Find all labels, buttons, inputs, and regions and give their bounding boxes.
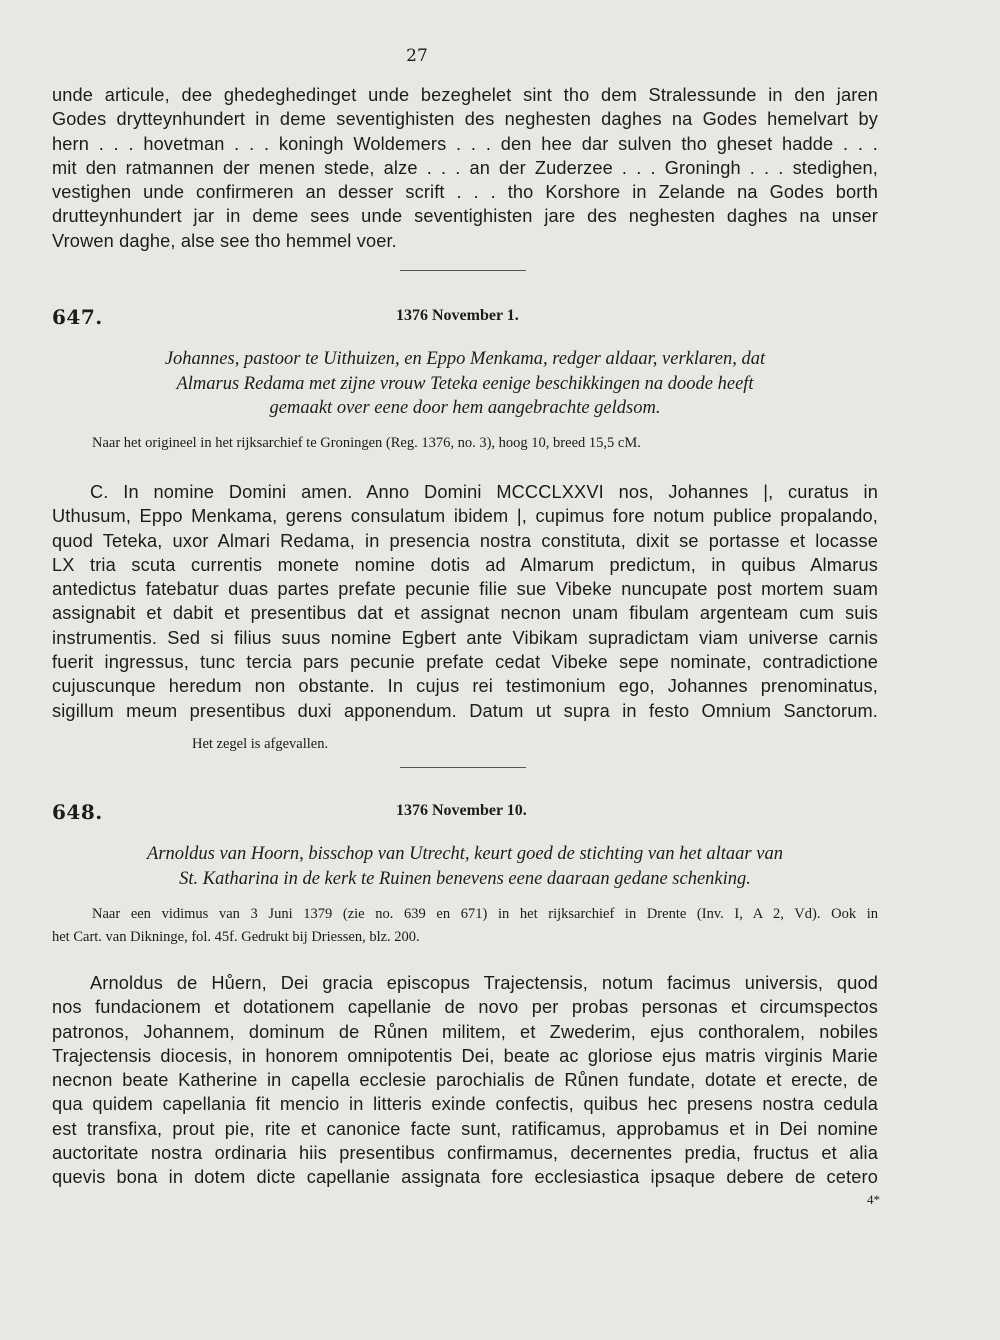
source-line: Naar het origineel in het rijksarchief te Groningen (Reg. 1376, no. 3), hoog 10, breed 15,5 cM. [92, 435, 641, 451]
entry-regest [52, 842, 878, 891]
entry-header [52, 305, 878, 331]
intro-line: unde articule, dee ghedeghedinget unde bezeghelet sint tho dem Stralessunde in den jaren [52, 85, 878, 105]
regest-line: gemaakt over eene door hem aangebrachte geldsom. [269, 398, 661, 418]
text-line: Arnoldus de Hůern, Dei gracia episcopus Trajectensis, notum facimus universis, quod [90, 973, 878, 993]
seal-note: Het zegel is afgevallen. [192, 736, 329, 752]
entry-text [52, 480, 878, 723]
regest-line: Almarus Redama met zijne vrouw Teteka eenige beschikkingen na doode heeft [176, 373, 754, 394]
text-line: est transfixa, prout pie, rite et canonice facte sunt, ratificamus, approbamus et in Dei nomine [52, 1118, 878, 1139]
text-line: LX tria scuta currentis monete nomine dotis ad Almarum predictum, in quibus Almarus [52, 554, 878, 575]
intro-line: drutteynhundert jar in deme sees unde seventighisten jare des neghesten daghes na unser [52, 206, 878, 227]
text-line: fuerit ingressus, tunc tercia pars pecunie prefate cedat Vibeke sepe nominate, contradictione [52, 652, 878, 673]
source-line: Naar een vidimus van 3 Juni 1379 (zie no. 639 en 671) in het rijksarchief in Drente (Inv. I, A 2, Vd). Ook in [92, 906, 878, 922]
entry-source [52, 903, 878, 949]
text-line: nos fundacionem et dotationem capellanie de novo per probas personas et circumspectos [52, 997, 878, 1018]
regest-line: Johannes, pastoor te Uithuizen, en Eppo Menkama, redger aldaar, verklaren, dat [164, 349, 766, 369]
source-line: het Cart. van Dikninge, fol. 45f. Gedrukt bij Driessen, blz. 200. [52, 929, 420, 945]
intro-line: Vrowen daghe, alse see tho hemmel voer. [52, 230, 397, 251]
text-line: C. In nomine Domini amen. Anno Domini MCCCLXXVI nos, Johannes |, curatus in [90, 482, 878, 502]
page-number: 27 [406, 46, 428, 66]
entry-date: 1376 November 1. [396, 307, 519, 324]
intro-text [52, 83, 878, 253]
intro-line: hern . . . hovetman . . . koningh Woldemers . . . den hee dar sulven tho gheset hadde . . . [52, 133, 878, 154]
text-line: instrumentis. Sed si filius suus nomine Egbert ante Vibikam supradictam viam universe carnis [52, 627, 878, 648]
intro-line: mit den ratmannen der menen stede, alze . . . an der Zuderzee . . . Groningh . . . stedighen, [52, 157, 878, 178]
text-line: Trajectensis diocesis, in honorem omnipotentis Dei, beate ac gloriose ejus matris virginis Marie [52, 1045, 878, 1066]
entry-text [52, 971, 878, 1190]
text-line: sigillum meum presentibus duxi apponendum. Datum ut supra in festo Omnium Sanctorum. [52, 700, 878, 721]
entry-date: 1376 November 10. [396, 802, 527, 819]
section-divider [400, 767, 526, 768]
text-line: patronos, Johannem, dominum de Růnen militem, et Zwederim, ejus conthoralem, nobiles [52, 1021, 878, 1042]
intro-line: Godes drytteynhundert in deme seventighisten des neghesten daghes na Godes hemelvart by [52, 109, 878, 130]
text-line: necnon beate Katherine in capella ecclesie parochialis de Růnen fundate, dotate et erecte, de [52, 1070, 878, 1091]
regest-line: St. Katharina in de kerk te Ruinen benevens eene daaraan gedane schenking. [179, 868, 751, 889]
text-line: cujuscunque heredum non obstante. In cujus rei testimonium ego, Johannes prenominatus, [52, 676, 878, 697]
entry-regest [52, 347, 878, 421]
signature-mark: 4* [867, 1192, 880, 1207]
regest-line: Arnoldus van Hoorn, bisschop van Utrecht, keurt goed de stichting van het altaar van [147, 844, 783, 864]
text-line: Uthusum, Eppo Menkama, gerens consulatum ibidem |, cupimus fore notum publice propalando, [52, 506, 878, 527]
entry-number: 648. [52, 800, 103, 824]
entry-source [52, 432, 878, 455]
section-divider [400, 270, 526, 271]
entry-number: 647. [52, 305, 103, 329]
text-line: qua quidem capellania fit mencio in litteris exinde confectis, quibus hec presens nostra cedula [52, 1094, 878, 1115]
text-line: quevis bona in dotem dicte capellanie assignata fore ecclesiastica ipsaque debere de cetero [52, 1167, 878, 1188]
text-line: auctoritate nostra ordinaria hiis presentibus confirmamus, decernentes predia, fructus et alia [52, 1143, 878, 1164]
text-line: assignabit et dabit et presentibus dat et assignat necnon unam fibulam argenteam cum suis [52, 603, 878, 624]
text-line: quod Teteka, uxor Almari Redama, in presencia nostra constituta, dixit se portasse et locasse [52, 530, 878, 551]
intro-line: vestighen unde confirmeren an desser scrift . . . tho Korshore in Zelande na Godes borth [52, 182, 878, 203]
entry-header [52, 800, 878, 826]
text-line: antedictus fatebatur duas partes prefate pecunie filie sue Vibeke nuncupate post mortem suam [52, 579, 878, 600]
